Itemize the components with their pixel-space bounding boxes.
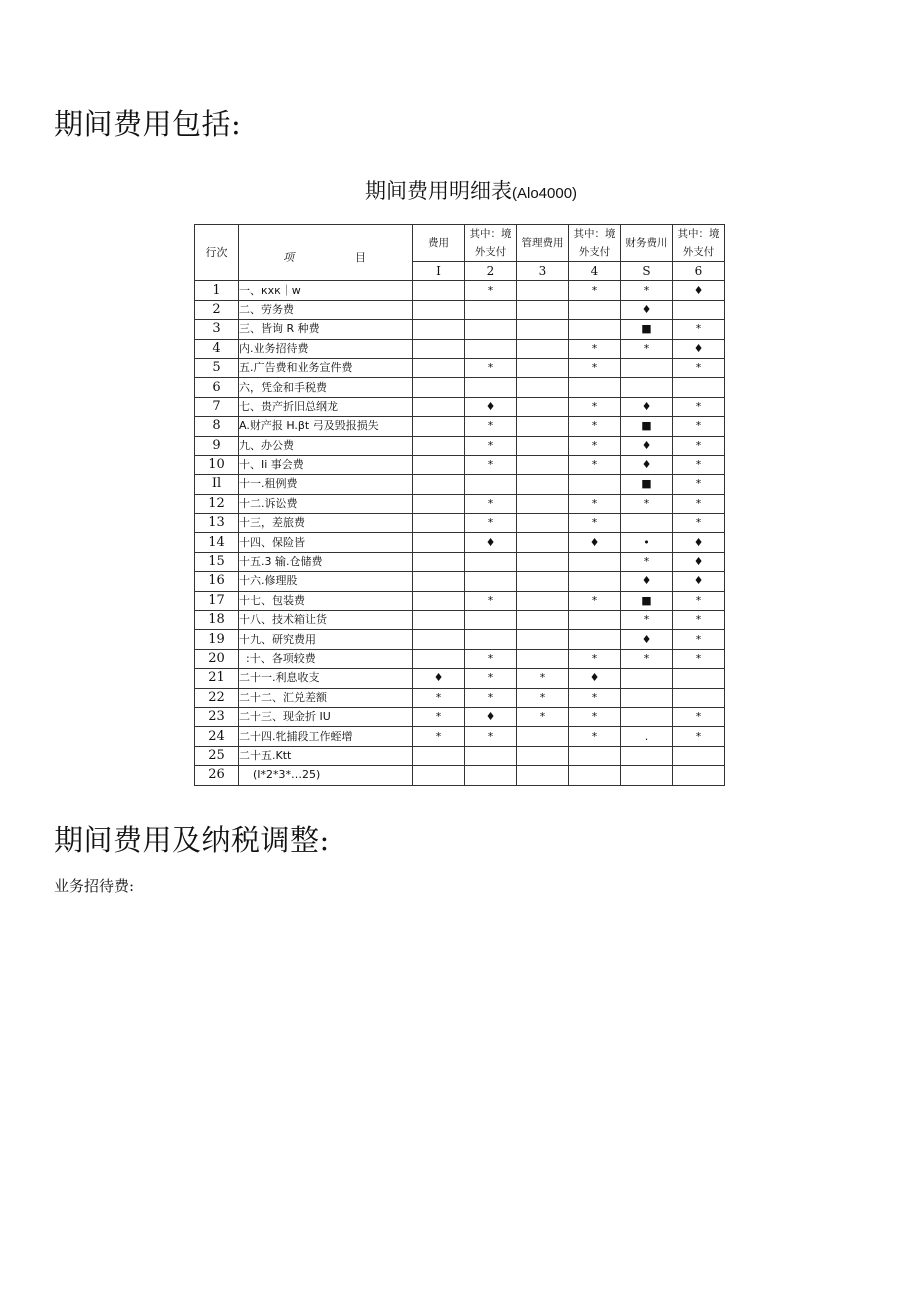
row-cell-col-3: [517, 746, 569, 765]
header-col-4-l1: 其中：境: [573, 228, 616, 240]
row-number: 5: [195, 358, 239, 377]
row-cell-col-5: .: [621, 727, 673, 746]
row-cell-col-4: [569, 630, 621, 649]
row-cell-col-5: *: [621, 649, 673, 668]
row-cell-col-2: [465, 552, 517, 571]
row-item-label: A.财产报 H.βt 弓及毁报损失: [239, 417, 413, 436]
row-cell-col-6: *: [673, 707, 725, 726]
row-item-label: 二十四.牝捕段工作蛭增: [239, 727, 413, 746]
row-cell-col-3: [517, 417, 569, 436]
row-cell-col-5: ♦: [621, 436, 673, 455]
row-cell-col-6: [673, 378, 725, 397]
table-row: [195, 339, 725, 358]
row-cell-col-3: [517, 572, 569, 591]
row-number: 12: [195, 494, 239, 513]
row-cell-col-3: [517, 281, 569, 300]
row-item-label: 二十五.Ktt: [239, 746, 413, 765]
row-cell-col-2: *: [465, 688, 517, 707]
table-row: [195, 766, 725, 785]
row-number: 9: [195, 436, 239, 455]
header-item: [239, 225, 413, 281]
row-cell-col-6: [673, 688, 725, 707]
row-cell-col-4: [569, 475, 621, 494]
row-cell-col-2: *: [465, 649, 517, 668]
row-cell-col-4: *: [569, 339, 621, 358]
row-cell-col-4: *: [569, 436, 621, 455]
row-cell-col-4: [569, 552, 621, 571]
table-row: [195, 688, 725, 707]
row-cell-col-5: *: [621, 611, 673, 630]
row-cell-col-6: ♦: [673, 572, 725, 591]
table-row: [195, 300, 725, 319]
row-cell-col-6: ♦: [673, 533, 725, 552]
row-cell-col-4: *: [569, 727, 621, 746]
table-row: [195, 417, 725, 436]
row-cell-col-3: [517, 300, 569, 319]
row-cell-col-1: [413, 591, 465, 610]
col-num-3: 3: [517, 262, 569, 281]
row-cell-col-1: [413, 514, 465, 533]
row-cell-col-6: *: [673, 611, 725, 630]
row-cell-col-5: [621, 669, 673, 688]
row-number: 21: [195, 669, 239, 688]
row-cell-col-3: [517, 766, 569, 785]
header-col-6-l1: 其中：境: [677, 228, 720, 240]
row-cell-col-4: *: [569, 649, 621, 668]
row-cell-col-2: *: [465, 591, 517, 610]
row-number: 17: [195, 591, 239, 610]
table-row: [195, 475, 725, 494]
table-title-text: 期间费用明细表: [365, 179, 512, 203]
row-cell-col-6: *: [673, 436, 725, 455]
row-item-label: 十、Ii 事会费: [239, 455, 413, 474]
row-cell-col-1: [413, 300, 465, 319]
row-number: 2: [195, 300, 239, 319]
row-number: 20: [195, 649, 239, 668]
section-heading-tax-adjustment: 期间费用及纳税调整:: [54, 823, 330, 857]
row-number: 13: [195, 514, 239, 533]
row-number: 4: [195, 339, 239, 358]
row-cell-col-2: [465, 300, 517, 319]
col-num-1: I: [413, 262, 465, 281]
table-row: [195, 572, 725, 591]
row-cell-col-1: [413, 766, 465, 785]
row-cell-col-2: ♦: [465, 707, 517, 726]
header-item-a: 项: [283, 251, 294, 264]
header-col-5: 财务费川: [621, 225, 673, 262]
header-col-2: [465, 225, 517, 262]
row-item-label: 二十一.利息收支: [239, 669, 413, 688]
row-cell-col-6: *: [673, 630, 725, 649]
table-row: [195, 533, 725, 552]
row-number: 7: [195, 397, 239, 416]
row-cell-col-1: [413, 649, 465, 668]
row-cell-col-2: *: [465, 358, 517, 377]
row-number: 10: [195, 455, 239, 474]
row-cell-col-3: [517, 649, 569, 668]
row-cell-col-4: *: [569, 455, 621, 474]
row-number: 15: [195, 552, 239, 571]
row-number: 6: [195, 378, 239, 397]
row-item-label: 十五.3 输.仓储费: [239, 552, 413, 571]
col-num-2: 2: [465, 262, 517, 281]
row-item-label: 十一.租例费: [239, 475, 413, 494]
row-cell-col-4: [569, 378, 621, 397]
row-cell-col-2: [465, 378, 517, 397]
row-cell-col-6: *: [673, 727, 725, 746]
row-cell-col-4: *: [569, 358, 621, 377]
row-cell-col-4: *: [569, 707, 621, 726]
row-cell-col-6: [673, 766, 725, 785]
row-cell-col-3: [517, 611, 569, 630]
table-row: [195, 514, 725, 533]
row-cell-col-4: ♦: [569, 669, 621, 688]
row-cell-col-5: ♦: [621, 572, 673, 591]
row-cell-col-6: *: [673, 649, 725, 668]
table-row: [195, 494, 725, 513]
row-cell-col-4: [569, 572, 621, 591]
row-cell-col-6: *: [673, 358, 725, 377]
table-body: [195, 281, 725, 785]
row-item-label: 十七、包装费: [239, 591, 413, 610]
table-code: (Alo4000): [512, 185, 578, 202]
row-cell-col-1: [413, 475, 465, 494]
row-cell-col-6: ♦: [673, 281, 725, 300]
row-cell-col-5: ♦: [621, 455, 673, 474]
row-item-label: 十三，差旅费: [239, 514, 413, 533]
row-number: 24: [195, 727, 239, 746]
row-cell-col-4: [569, 300, 621, 319]
row-item-label: 五.广告费和业务宣件费: [239, 358, 413, 377]
row-cell-col-1: [413, 397, 465, 416]
table-row: [195, 378, 725, 397]
row-cell-col-6: [673, 300, 725, 319]
row-cell-col-2: *: [465, 514, 517, 533]
header-col-6-l2: 外支付: [682, 246, 715, 258]
row-cell-col-2: [465, 746, 517, 765]
header-col-3: 管理费用: [517, 225, 569, 262]
row-item-label: 六，凭金和手税费: [239, 378, 413, 397]
row-cell-col-6: ♦: [673, 339, 725, 358]
row-item-label: 二十二、汇兑差额: [239, 688, 413, 707]
row-cell-col-1: [413, 358, 465, 377]
row-cell-col-2: [465, 572, 517, 591]
row-cell-col-5: ♦: [621, 397, 673, 416]
row-cell-col-1: [413, 494, 465, 513]
table-row: [195, 552, 725, 571]
row-cell-col-5: ■: [621, 417, 673, 436]
row-cell-col-1: [413, 281, 465, 300]
row-cell-col-4: [569, 766, 621, 785]
row-item-label: 三、皆询 R 种费: [239, 320, 413, 339]
row-number: 1: [195, 281, 239, 300]
table-row: [195, 320, 725, 339]
row-item-label: 十八、技术箱让货: [239, 611, 413, 630]
table-row: [195, 707, 725, 726]
row-item-label: 九、办公费: [239, 436, 413, 455]
row-cell-col-3: *: [517, 707, 569, 726]
header-item-b: 目: [355, 251, 366, 264]
row-cell-col-1: ♦: [413, 669, 465, 688]
row-cell-col-2: *: [465, 727, 517, 746]
col-num-6: 6: [673, 262, 725, 281]
table-row: [195, 397, 725, 416]
row-cell-col-1: *: [413, 707, 465, 726]
col-num-4: 4: [569, 262, 621, 281]
row-cell-col-3: [517, 630, 569, 649]
row-cell-col-4: [569, 320, 621, 339]
row-item-label: 十二.诉讼费: [239, 494, 413, 513]
row-cell-col-5: *: [621, 552, 673, 571]
row-cell-col-3: [517, 552, 569, 571]
row-cell-col-6: ♦: [673, 552, 725, 571]
row-item-label: 七、贵产折旧总纲龙: [239, 397, 413, 416]
row-cell-col-3: [517, 533, 569, 552]
row-cell-col-4: [569, 611, 621, 630]
row-cell-col-3: [517, 339, 569, 358]
row-cell-col-5: *: [621, 339, 673, 358]
row-cell-col-5: [621, 358, 673, 377]
row-item-label: 十九、研究费用: [239, 630, 413, 649]
table-row: [195, 746, 725, 765]
row-cell-col-3: [517, 378, 569, 397]
row-cell-col-5: ♦: [621, 630, 673, 649]
row-cell-col-3: *: [517, 688, 569, 707]
row-cell-col-3: [517, 455, 569, 474]
row-cell-col-2: ♦: [465, 533, 517, 552]
row-cell-col-5: [621, 746, 673, 765]
table-row: [195, 649, 725, 668]
row-cell-col-4: ♦: [569, 533, 621, 552]
row-cell-col-1: [413, 339, 465, 358]
row-cell-col-1: [413, 746, 465, 765]
row-number: 26: [195, 766, 239, 785]
row-cell-col-5: ■: [621, 475, 673, 494]
row-item-label: 二十三、现金折 IU: [239, 707, 413, 726]
row-cell-col-1: [413, 378, 465, 397]
row-cell-col-1: [413, 436, 465, 455]
row-cell-col-2: *: [465, 494, 517, 513]
row-cell-col-6: *: [673, 397, 725, 416]
row-number: 16: [195, 572, 239, 591]
row-cell-col-4: *: [569, 397, 621, 416]
row-cell-col-1: *: [413, 688, 465, 707]
row-cell-col-6: *: [673, 320, 725, 339]
header-row-no: 行次: [195, 225, 239, 281]
row-cell-col-5: [621, 766, 673, 785]
row-cell-col-3: [517, 475, 569, 494]
header-col-4: [569, 225, 621, 262]
row-cell-col-3: [517, 358, 569, 377]
row-cell-col-5: ■: [621, 320, 673, 339]
row-cell-col-4: *: [569, 688, 621, 707]
row-cell-col-4: *: [569, 281, 621, 300]
row-cell-col-4: [569, 746, 621, 765]
row-number: 3: [195, 320, 239, 339]
row-cell-col-1: [413, 611, 465, 630]
row-item-label: 一、кхк｜w: [239, 281, 413, 300]
row-cell-col-6: [673, 669, 725, 688]
row-cell-col-3: *: [517, 669, 569, 688]
row-cell-col-1: [413, 417, 465, 436]
row-cell-col-6: *: [673, 417, 725, 436]
table-row: [195, 669, 725, 688]
row-cell-col-4: *: [569, 591, 621, 610]
row-cell-col-1: [413, 455, 465, 474]
row-cell-col-2: [465, 611, 517, 630]
row-cell-col-6: *: [673, 475, 725, 494]
entertainment-expense-label: 业务招待费:: [54, 877, 135, 895]
table-title: [365, 175, 577, 205]
row-cell-col-4: *: [569, 417, 621, 436]
row-item-label: 内.业务招待费: [239, 339, 413, 358]
row-cell-col-6: *: [673, 455, 725, 474]
row-number: Il: [195, 475, 239, 494]
row-cell-col-3: [517, 727, 569, 746]
row-cell-col-2: [465, 339, 517, 358]
row-cell-col-5: [621, 688, 673, 707]
row-cell-col-3: [517, 320, 569, 339]
row-cell-col-5: *: [621, 281, 673, 300]
table-row: [195, 436, 725, 455]
row-number: 22: [195, 688, 239, 707]
row-cell-col-2: [465, 630, 517, 649]
row-number: 25: [195, 746, 239, 765]
row-item-label: :十、各项较费: [239, 649, 413, 668]
row-cell-col-5: [621, 514, 673, 533]
row-number: 14: [195, 533, 239, 552]
row-cell-col-4: *: [569, 494, 621, 513]
row-number: 18: [195, 611, 239, 630]
row-item-label: 十四、保险皆: [239, 533, 413, 552]
row-item-label: (I*2*3*…25): [239, 766, 413, 785]
row-cell-col-6: [673, 746, 725, 765]
table-row: [195, 611, 725, 630]
row-item-label: 十六.修理股: [239, 572, 413, 591]
row-cell-col-2: [465, 320, 517, 339]
row-cell-col-6: *: [673, 591, 725, 610]
section-heading-expenses: 期间费用包括:: [54, 107, 242, 141]
table-row: [195, 591, 725, 610]
expense-detail-table: [194, 224, 725, 786]
row-cell-col-2: *: [465, 436, 517, 455]
row-cell-col-1: [413, 320, 465, 339]
row-cell-col-4: *: [569, 514, 621, 533]
table-row: [195, 358, 725, 377]
row-cell-col-1: [413, 533, 465, 552]
header-col-2-l2: 外支付: [474, 246, 507, 258]
row-cell-col-6: *: [673, 494, 725, 513]
row-cell-col-5: *: [621, 494, 673, 513]
row-item-label: 二、劳务费: [239, 300, 413, 319]
header-col-4-l2: 外支付: [578, 246, 611, 258]
row-cell-col-6: *: [673, 514, 725, 533]
header-col-1: 费用: [413, 225, 465, 262]
row-cell-col-3: [517, 591, 569, 610]
row-cell-col-3: [517, 397, 569, 416]
col-num-5: S: [621, 262, 673, 281]
row-cell-col-2: *: [465, 669, 517, 688]
header-col-2-l1: 其中：境: [469, 228, 512, 240]
table-row: [195, 281, 725, 300]
row-number: 23: [195, 707, 239, 726]
row-cell-col-1: [413, 630, 465, 649]
row-cell-col-1: [413, 572, 465, 591]
row-cell-col-3: [517, 494, 569, 513]
row-cell-col-5: ♦: [621, 300, 673, 319]
row-cell-col-5: ■: [621, 591, 673, 610]
row-cell-col-5: [621, 707, 673, 726]
header-col-6: [673, 225, 725, 262]
row-cell-col-5: •: [621, 533, 673, 552]
row-cell-col-2: ♦: [465, 397, 517, 416]
row-number: 8: [195, 417, 239, 436]
row-cell-col-3: [517, 436, 569, 455]
table-row: [195, 455, 725, 474]
row-number: 19: [195, 630, 239, 649]
row-cell-col-2: *: [465, 455, 517, 474]
row-cell-col-1: *: [413, 727, 465, 746]
row-cell-col-2: [465, 766, 517, 785]
row-cell-col-2: [465, 475, 517, 494]
row-cell-col-5: [621, 378, 673, 397]
row-cell-col-1: [413, 552, 465, 571]
row-cell-col-2: *: [465, 417, 517, 436]
table-row: [195, 727, 725, 746]
row-cell-col-3: [517, 514, 569, 533]
table-row: [195, 630, 725, 649]
row-cell-col-2: *: [465, 281, 517, 300]
